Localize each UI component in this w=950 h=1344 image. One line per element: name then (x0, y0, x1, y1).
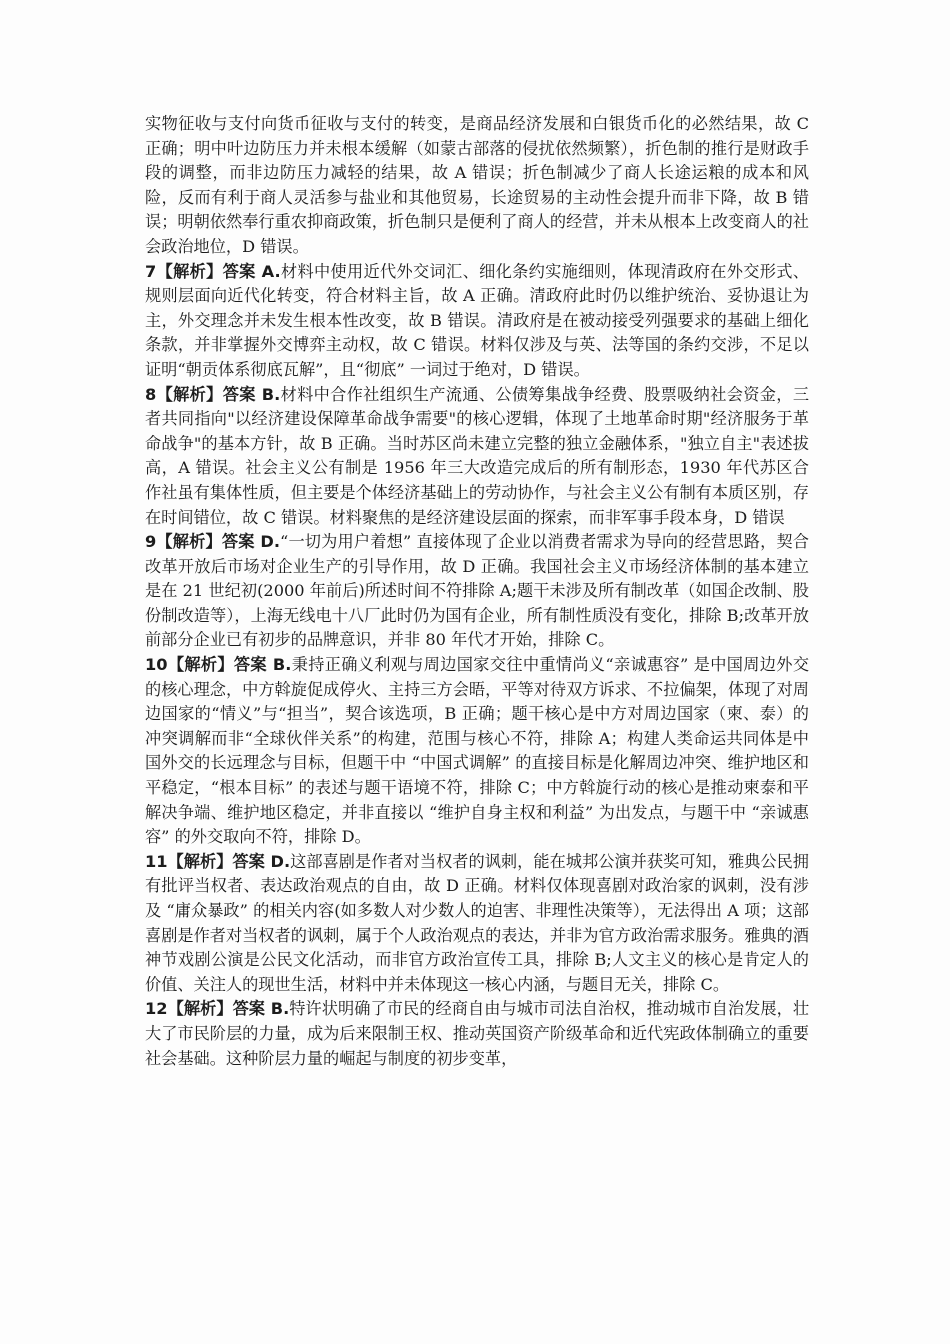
answer-explanations (145, 112, 809, 1071)
answer-label: 答案 D. (232, 851, 291, 871)
question-10-explanation (145, 653, 809, 850)
analysis-tag: 【解析】 (156, 532, 222, 552)
analysis-tag: 【解析】 (156, 384, 223, 404)
answer-label: 答案 B. (232, 999, 290, 1019)
explanation-text: 特许状明确了市民的经商自由与城市司法自治权，推动城市自治发展，壮大了市民阶层的力量，成为后来限制王权、推动英国资产阶级革命和近代宪政体制确立的重要社会基础。这种阶层力量的崛起与制度的初步变革， (145, 999, 810, 1068)
intro-text: 实物征收与支付向货币征收与支付的转变，是商品经济发展和白银货币化的必然结果，故 C 正确；明中叶边防压力并未根本缓解（如蒙古部落的侵扰依然频繁），折色制的推行是财政手段的调整，而非边防压力减轻的结果，故 A 错误；折色制减少了商人长途运粮的成本和风险，反而有利于商人灵活参与盐业和其他贸易，长途贸易的主动性会提升而非下降，故 B 错误；明朝依然奉行重农抑商政策，折色制只是便利了商人的经营，并未从根本上改变商人的社会政治地位，D 错误。 (145, 114, 809, 256)
explanation-text: 材料中使用近代外交词汇、细化条约实施细则，体现清政府在外交形式、规则层面向近代化转变，符合材料主旨，故 A 正确。清政府此时仍以维护统治、妥协退让为主，外交理念并未发生根本性改变，故 B 错误。清政府是在被动接受列强要求的基础上细化条款，并非掌握外交博弈主动权，故 C 错误。材料仅涉及与英、法等国的条约交涉，不足以证明“朝贡体系彻底瓦解”，且“彻底” 一词过于绝对，D 错误。 (145, 261, 809, 379)
question-number: 11 (145, 851, 168, 871)
explanation-text: 秉持正确义利观与周边国家交往中重情尚义“亲诚惠容” 是中国周边外交的核心理念，中方斡旋促成停火、主持三方会晤，平等对待双方诉求、不拉偏架，体现了对周边国家的“情义”与“担当”，契合该选项，B 正确；题干核心是中方对周边国家（柬、泰）的冲突调解而非“全球伙伴关系”的构建，范围与核心不符，排除 A；构建人类命运共同体是中国外交的长远理念与目标，但题干中 “中国式调解” 的直接目标是化解周边冲突、维护地区和平稳定，“根本目标” 的表述与题干语境不符，排除 C；中方斡旋行动的核心是推动柬泰和平解决争端、维护地区稳定，并非直接以 “维护自身主权和利益” 为出发点，与题干中 “亲诚惠容” 的外交取向不符，排除 D。 (145, 655, 810, 847)
analysis-tag: 【解析】 (156, 261, 223, 281)
explanation-text: 材料中合作社组织生产流通、公债筹集战争经费、股票吸纳社会资金，三者共同指向"以经济建设保障革命战争需要"的核心逻辑，体现了土地革命时期"经济服务于革命战争"的基本方针，故 B 正确。当时苏区尚未建立完整的独立金融体系，"独立自主"表述拔高，A 错误。社会主义公有制是 1956 年三大改造完成后的所有制形态，1930 年代苏区合作社虽有集体性质，但主要是个体经济基础上的劳动协作，与社会主义公有制有本质区别，存在时间错位，故 C 错误。材料聚焦的是经济建设层面的探索，而非军事手段本身，D 错误 (145, 384, 810, 527)
question-number: 8 (145, 384, 157, 404)
question-8-explanation (145, 383, 809, 531)
explanation-text: “一切为用户着想” 直接体现了企业以消费者需求为导向的经营思路，契合改革开放后市场对企业生产的引导作用，故 D 正确。我国社会主义市场经济体制的基本建立是在 21 世纪初(2000 年前后)所述时间不符排除 A;题干未涉及所有制改革（如国企改制、股份制改造等），上海无线电十八厂此时仍为国有企业，所有制性质没有变化，排除 B;改革开放前部分企业已有初步的品牌意识，并非 80 年代才开始，排除 C。 (145, 532, 809, 650)
answer-label: 答案 B. (222, 384, 281, 404)
explanation-text: 这部喜剧是作者对当权者的讽刺，能在城邦公演并获奖可知，雅典公民拥有批评当权者、表达政治观点的自由，故 D 正确。材料仅体现喜剧对政治家的讽刺，没有涉及 “庸众暴政” 的相关内容(如多数人对少数人的迫害、非理性决策等），无法得出 A 项；这部喜剧是作者对当权者的讽刺，属于个人政治观点的表达，并非为官方政治需求服务。雅典的酒神节戏剧公演是公民文化活动，而非官方政治宣传工具，排除 B;人文主义的核心是肯定人的价值、关注人的现世生活，材料中并未体现这一核心内涵，与题目无关，排除 C。 (145, 851, 809, 994)
analysis-tag: 【解析】 (167, 655, 234, 675)
question-9-explanation (145, 530, 809, 653)
answer-label: 答案 A. (222, 261, 281, 281)
question-7-explanation (145, 260, 809, 383)
question-12-explanation (145, 997, 809, 1071)
analysis-tag: 【解析】 (167, 851, 233, 871)
answer-label: 答案 D. (221, 532, 280, 552)
question-number: 9 (145, 532, 157, 552)
question-11-explanation (145, 850, 809, 998)
answer-label: 答案 B. (233, 655, 292, 675)
question-number: 10 (145, 655, 168, 675)
analysis-tag: 【解析】 (167, 999, 233, 1019)
intro-paragraph (145, 112, 809, 260)
question-number: 7 (145, 261, 157, 281)
question-number: 12 (145, 999, 168, 1019)
